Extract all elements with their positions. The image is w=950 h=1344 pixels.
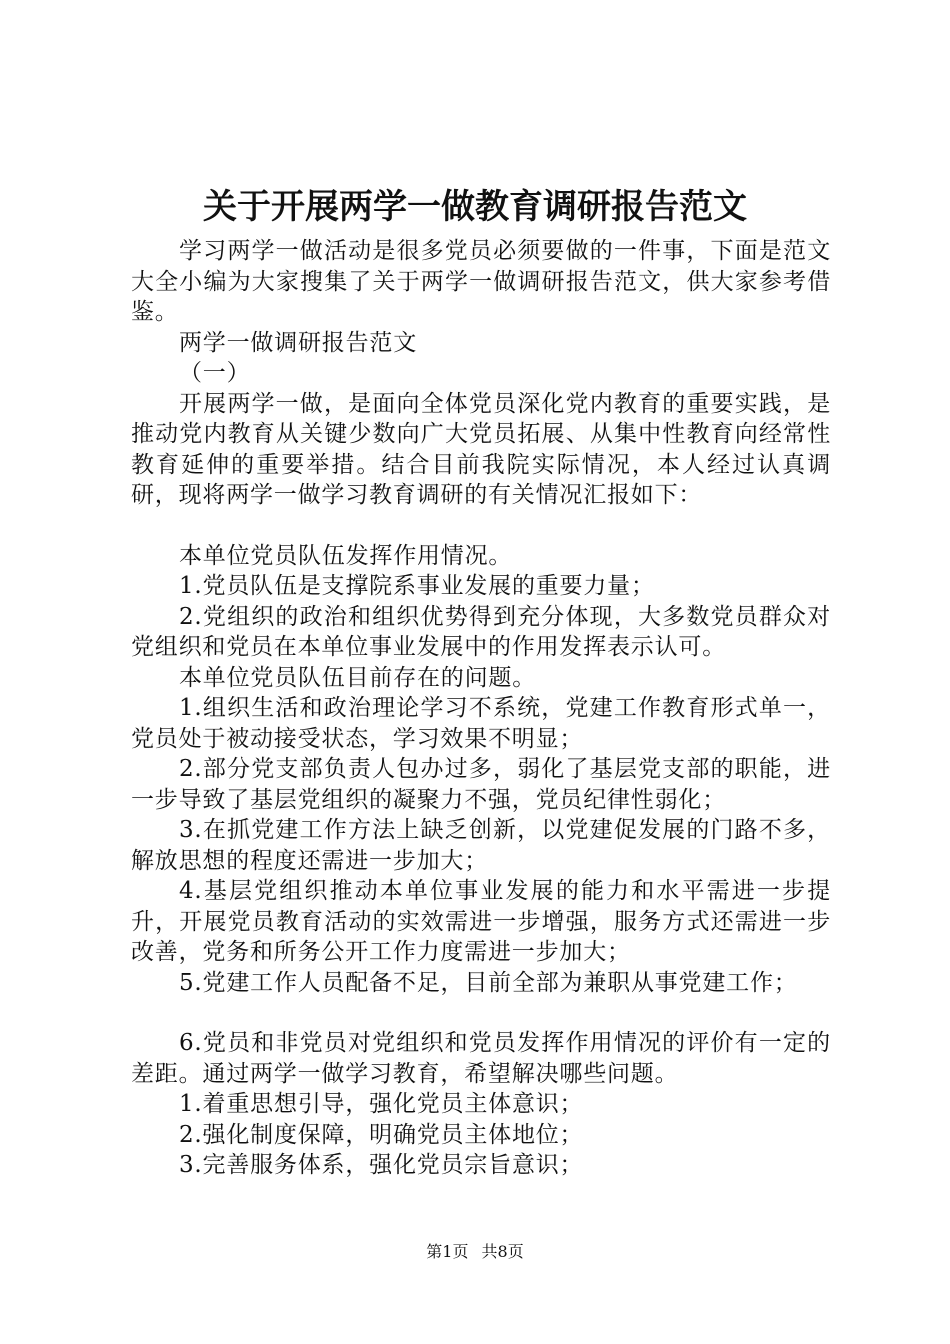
list-item: 2.部分党支部负责人包办过多，弱化了基层党支部的职能，进一步导致了基层党组织的凝聚力不强，党员纪律性弱化； bbox=[131, 756, 831, 813]
body-paragraph: 开展两学一做，是面向全体党员深化党内教育的重要实践，是推动党内教育从关键少数向广大党员拓展、从集中性教育向经常性教育延伸的重要举措。结合目前我院实际情况，本人经过认真调研，现将两学一做学习教育调研的有关情况汇报如下： bbox=[131, 390, 831, 508]
list-item: 5.党建工作人员配备不足，目前全部为兼职从事党建工作； bbox=[179, 969, 798, 996]
document-title: 关于开展两学一做教育调研报告范文 bbox=[203, 187, 747, 227]
subsection-heading: 本单位党员队伍发挥作用情况。 bbox=[179, 542, 513, 569]
list-item: 4.基层党组织推动本单位事业发展的能力和水平需进一步提升，开展党员教育活动的实效需进一步增强，服务方式还需进一步改善，党务和所务公开工作力度需进一步加大； bbox=[131, 878, 831, 965]
list-item: 3.在抓党建工作方法上缺乏创新，以党建促发展的门路不多，解放思想的程度还需进一步加大； bbox=[131, 817, 831, 874]
intro-paragraph: 学习两学一做活动是很多党员必须要做的一件事，下面是范文大全小编为大家搜集了关于两学一做调研报告范文，供大家参考借鉴。 bbox=[131, 238, 831, 325]
document-body bbox=[131, 236, 831, 1181]
list-item: 2.党组织的政治和组织优势得到充分体现，大多数党员群众对党组织和党员在本单位事业发展中的作用发挥表示认可。 bbox=[131, 603, 831, 660]
list-item: 1.组织生活和政治理论学习不系统，党建工作教育形式单一，党员处于被动接受状态，学习效果不明显； bbox=[131, 695, 831, 752]
section-number: （一） bbox=[179, 360, 251, 386]
page-total: 共8页 bbox=[481, 1242, 524, 1261]
list-item: 1.着重思想引导，强化党员主体意识； bbox=[179, 1091, 584, 1117]
list-item: 6.党员和非党员对党组织和党员发挥作用情况的评价有一定的差距。通过两学一做学习教育，希望解决哪些问题。 bbox=[131, 1030, 831, 1087]
subsection-heading: 本单位党员队伍目前存在的问题。 bbox=[179, 664, 536, 691]
list-item: 1.党员队伍是支撑院系事业发展的重要力量； bbox=[179, 573, 655, 599]
section-heading: 两学一做调研报告范文 bbox=[179, 329, 417, 356]
page-footer bbox=[0, 1241, 950, 1263]
list-item: 2.强化制度保障，明确党员主体地位； bbox=[179, 1121, 584, 1148]
page-number: 第1页 bbox=[426, 1242, 469, 1261]
list-item: 3.完善服务体系，强化党员宗旨意识； bbox=[179, 1152, 584, 1178]
